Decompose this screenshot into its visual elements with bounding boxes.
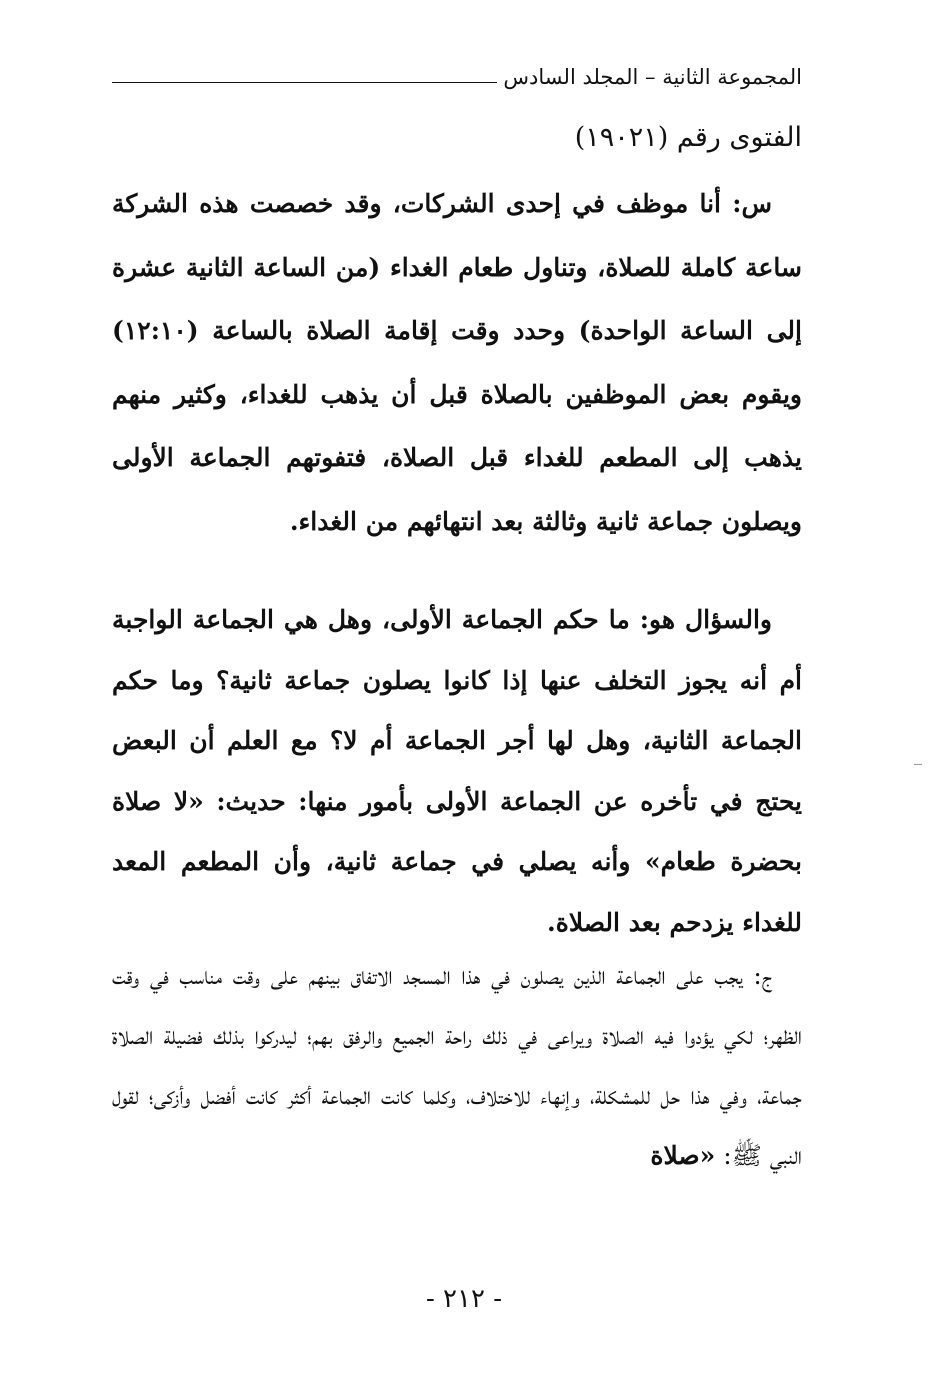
question-paragraph-2: والسؤال هو: ما حكم الجماعة الأولى، وهل هي الجماعة الواجبة أم أنه يجوز التخلف عنها إذا كانوا يصلون جماعة ثانية؟ وما حكم الجماعة الثانية، وهل لها أجر الجماعة أم لا؟ مع العلم أن البعض يحتج في تأخره عن الجماعة الأولى بأمور منها: حديث: «لا صلاة بحضرة طعام» وأنه يصلي في جماعة ثانية، وأن المطعم المعد للغداء يزدحم بعد الصلاة. bbox=[112, 605, 802, 937]
question-block bbox=[112, 172, 802, 553]
answer-text: ج: يجب على الجماعة الذين يصلون في هذا المسجد الاتفاق بينهم على وقت مناسب في وقت الظهر؛ لكي يؤدوا فيه الصلاة ويراعى في ذلك راحة الجميع والرفق بهم؛ ليدركوا بذلك فضيلة الصلاة جماعة، وفي هذا حل للمشكلة، وإنهاء للاختلاف، وكلما كانت الجماعة أكثر كانت أفضل وأزكى؛ لقول النبي ﷺ: bbox=[112, 961, 802, 1170]
answer-paragraph bbox=[112, 946, 802, 1186]
fatwa-number-heading: الفتوى رقم (١٩٠٢١) bbox=[574, 122, 802, 153]
running-header bbox=[112, 58, 802, 92]
question-block-2 bbox=[112, 590, 802, 953]
page-number: - ٢١٢ - bbox=[425, 1284, 503, 1314]
margin-mark bbox=[914, 764, 922, 765]
answer-block bbox=[112, 946, 802, 1186]
question-paragraph-1: س: أنا موظف في إحدى الشركات، وقد خصصت هذه الشركة ساعة كاملة للصلاة، وتناول طعام الغداء (من الساعة الثانية عشرة إلى الساعة الواحدة) وحدد وقت إقامة الصلاة بالساعة (١٢:١٠) ويقوم بعض الموظفين بالصلاة قبل أن يذهب للغداء، وكثير منهم يذهب إلى المطعم للغداء قبل الصلاة، فتفوتهم الجماعة الأولى ويصلون جماعة ثانية وثالثة بعد انتهائهم من الغداء. bbox=[112, 189, 802, 536]
answer-quote-start: «صلاة bbox=[650, 1141, 716, 1170]
header-rule bbox=[112, 82, 497, 83]
running-title: المجموعة الثانية – المجلد السادس bbox=[503, 65, 802, 89]
